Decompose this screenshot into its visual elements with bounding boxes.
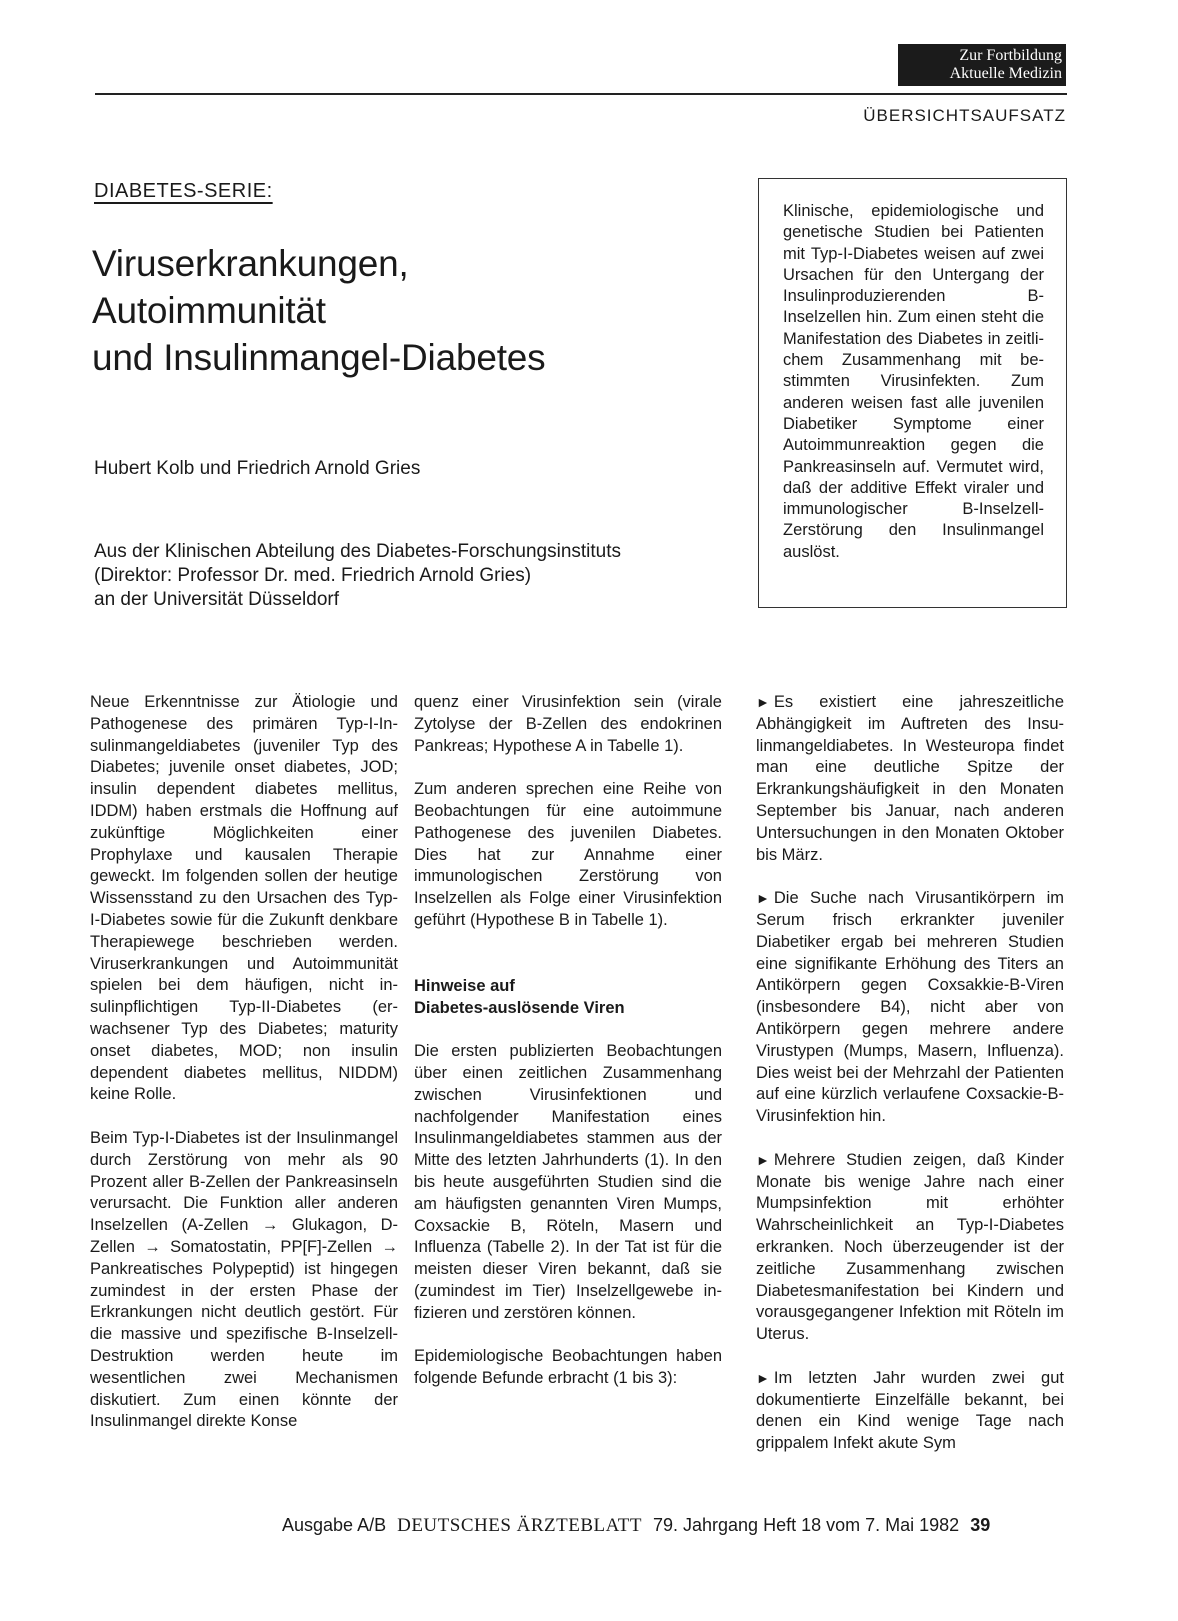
affiliation-line: an der Universität Düsseldorf (94, 589, 339, 610)
badge-line-2: Aktuelle Medizin (949, 65, 1062, 82)
title-line: und Insulinmangel-Diabetes (92, 337, 546, 378)
paragraph: Neue Erkenntnisse zur Ätiologie und Pathogenese des primären Typ-I-Insulinmangeldiabetes (juveniler Typ des Diabetes; juvenile onset diabetes, JOD; insulin dependent diabetes mellitus, IDDM) haben erstmals die Hoffnung auf zukünftige Möglichkeiten einer Prophylaxe und kausalen Therapie geweckt. Im folgenden sollen der heutige Wissensstand zu den Ursachen des Typ-I-Diabetes sowie für die Zukunft denkbare Therapiewege beschrieben werden. Viruserkrankungen und Autoimmunität spielen bei dem häufigen, nicht insulinpflichtigen Typ-II-Diabetes (erwachsener Typ des Diabetes; maturity onset diabetes, MOD; non insulin dependent diabetes mellitus, NIDDM) keine Rolle. (90, 693, 398, 1104)
bullet-text: Die Suche nach Virusantikörpern im Serum frisch erkrankter juveniler Diabetiker ergab bei mehreren Studien eine signifikante Erhöhung des Titers an Antikörpern gegen Coxsakkie-B-Viren (insbesondere B4), nicht aber von Antikörpern gegen mehrere andere Virustypen (Mumps, Masern, Influenza). Dies weist bei der Mehrzahl der Patienten auf eine kürzlich verlaufene Coxsackie-B-Virusinfektion hin. (756, 889, 1064, 1126)
bullet-paragraph (756, 1368, 1064, 1455)
affiliation-line: (Direktor: Professor Dr. med. Friedrich Arnold Gries) (94, 565, 532, 586)
bullet-paragraph (756, 1150, 1064, 1346)
bullet-text: Mehrere Studien zeigen, daß Kinder Monate bis wenige Jahre nach einer Mumpsinfektion mit erhöhter Wahrscheinlichkeit an Typ-I-Diabetes erkranken. Noch überzeugender ist der zeitliche Zusammenhang zwischen Diabetesmanifestation bei Kindern und vorausgegangener Infektion mit Röteln im Uterus. (756, 1150, 1064, 1344)
paragraph: quenz einer Virusinfektion sein (virale Zytolyse der B-Zellen des endokrinen Pankreas; Hypothese A in Tabelle 1). (414, 693, 722, 755)
bullet-paragraph (756, 692, 1064, 866)
article-title (92, 240, 732, 381)
section-heading (414, 976, 722, 1020)
bullet-text: Im letzten Jahr wurden zwei gut dokumentierte Einzelfälle bekannt, bei denen ein Kind wenige Tage nach grippalem Infekt akute Sym (756, 1368, 1064, 1453)
page-number: 39 (970, 1515, 991, 1535)
section-badge (898, 44, 1066, 86)
heading-line: Diabetes-auslösende Viren (414, 998, 625, 1017)
abstract-text: Klinische, epidemiologische und genetische Studien bei Patienten mit Typ-I-Diabetes weisen auf zwei Ursachen für den Untergang der Insulinproduzierenden B-Inselzellen hin. Zum einen steht die Manifestation des Diabetes in zeitlichem Zusammenhang mit bestimmten Virusinfekten. Zum anderen weisen fast alle juvenilen Diabetiker Symptome einer Autoimmunreaktion gegen die Pankreasinseln auf. Vermutet wird, daß der additive Effekt viraler und immunologischer B-Inselzell-Zerstörung den Insulinmangel auslöst. (783, 202, 1044, 561)
body-column-1 (90, 692, 398, 1455)
paragraph: Die ersten publizierten Beobachtungen über einen zeitlichen Zusammenhang zwischen Virusinfektionen und nachfolgender Manifestation eines Insulinmangeldiabetes stammen aus der Mitte des letzten Jahrhunderts (1). In den bis heute ausgeführten Studien sind die am häufigsten genannten Viren Mumps, Coxsackie B, Röteln, Masern und Influenza (Tabelle 2). In der Tat ist für die meisten dieser Viren bekannt, daß sie (zumindest im Tier) Inselzellgewebe infizieren und zerstören können. (414, 1042, 722, 1322)
badge-line-1: Zur Fortbildung (959, 47, 1062, 64)
bullet-paragraph (756, 888, 1064, 1128)
footer-issue: 79. Jahrgang Heft 18 vom 7. Mai 1982 (652, 1515, 960, 1535)
bullet-arrow-icon: ► (756, 1151, 770, 1168)
page-footer (282, 1515, 990, 1537)
section-label: ÜBERSICHTSAUFSATZ (863, 106, 1066, 125)
bullet-arrow-icon: ► (756, 694, 770, 710)
series-label: DIABETES-SERIE: (94, 180, 273, 202)
paragraph: Epidemiologische Beobachtungen haben folgende Befunde erbracht (1 bis 3): (414, 1347, 722, 1388)
authors: Hubert Kolb und Friedrich Arnold Gries (94, 458, 421, 479)
header-rule (95, 93, 1067, 95)
footer-journal: DEUTSCHES ÄRZTEBLATT (397, 1515, 642, 1536)
bullet-arrow-icon: ► (756, 1369, 770, 1386)
affiliation (94, 540, 621, 612)
body-column-2 (414, 692, 722, 1412)
bullet-arrow-icon: ► (756, 890, 770, 907)
title-line: Viruserkrankungen, (92, 243, 409, 284)
affiliation-line: Aus der Klinischen Abteilung des Diabetes-Forschungsinstituts (94, 541, 622, 562)
paragraph: Zum anderen sprechen eine Reihe von Beobachtungen für eine autoimmune Pathogenese des juvenilen Diabetes. Dies hat zur Annahme einer immunologischen Zerstörung von Inselzellen als Folge einer Virusinfektion geführt (Hypothese B in Tabelle 1). (414, 780, 722, 929)
paragraph: Beim Typ-I-Diabetes ist der Insulinmangel durch Zerstörung von mehr als 90 Prozent aller B-Zellen der Pankreasinseln verursacht. Die Funktion aller anderen Inselzellen (A-Zellen → Glukagon, D-Zellen → Somatostatin, PP[F]-Zellen → Pankreatisches Polypeptid) ist hingegen zumindest in der ersten Phase der Erkrankungen nicht deutlich gestört. Für die massive und spezifische B-Inselzell-Destruktion werden heute im wesentlichen zwei Mechanismen diskutiert. Zum einen könnte der Insulinmangel direkte Konse (90, 1128, 398, 1431)
bullet-text: Es existiert eine jahreszeitliche Abhängigkeit im Auftreten des Insulinmangeldiabetes. In Westeuropa findet man eine deutliche Spitze der Erkrankungshäufigkeit in den Monaten September bis Januar, nach anderen Untersuchungen in den Monaten Oktober bis März. (756, 693, 1064, 864)
title-line: Autoimmunität (92, 290, 326, 331)
body-column-3 (756, 692, 1064, 1477)
heading-line: Hinweise auf (414, 976, 515, 995)
abstract-box (758, 178, 1067, 608)
footer-edition: Ausgabe A/B (282, 1515, 387, 1535)
